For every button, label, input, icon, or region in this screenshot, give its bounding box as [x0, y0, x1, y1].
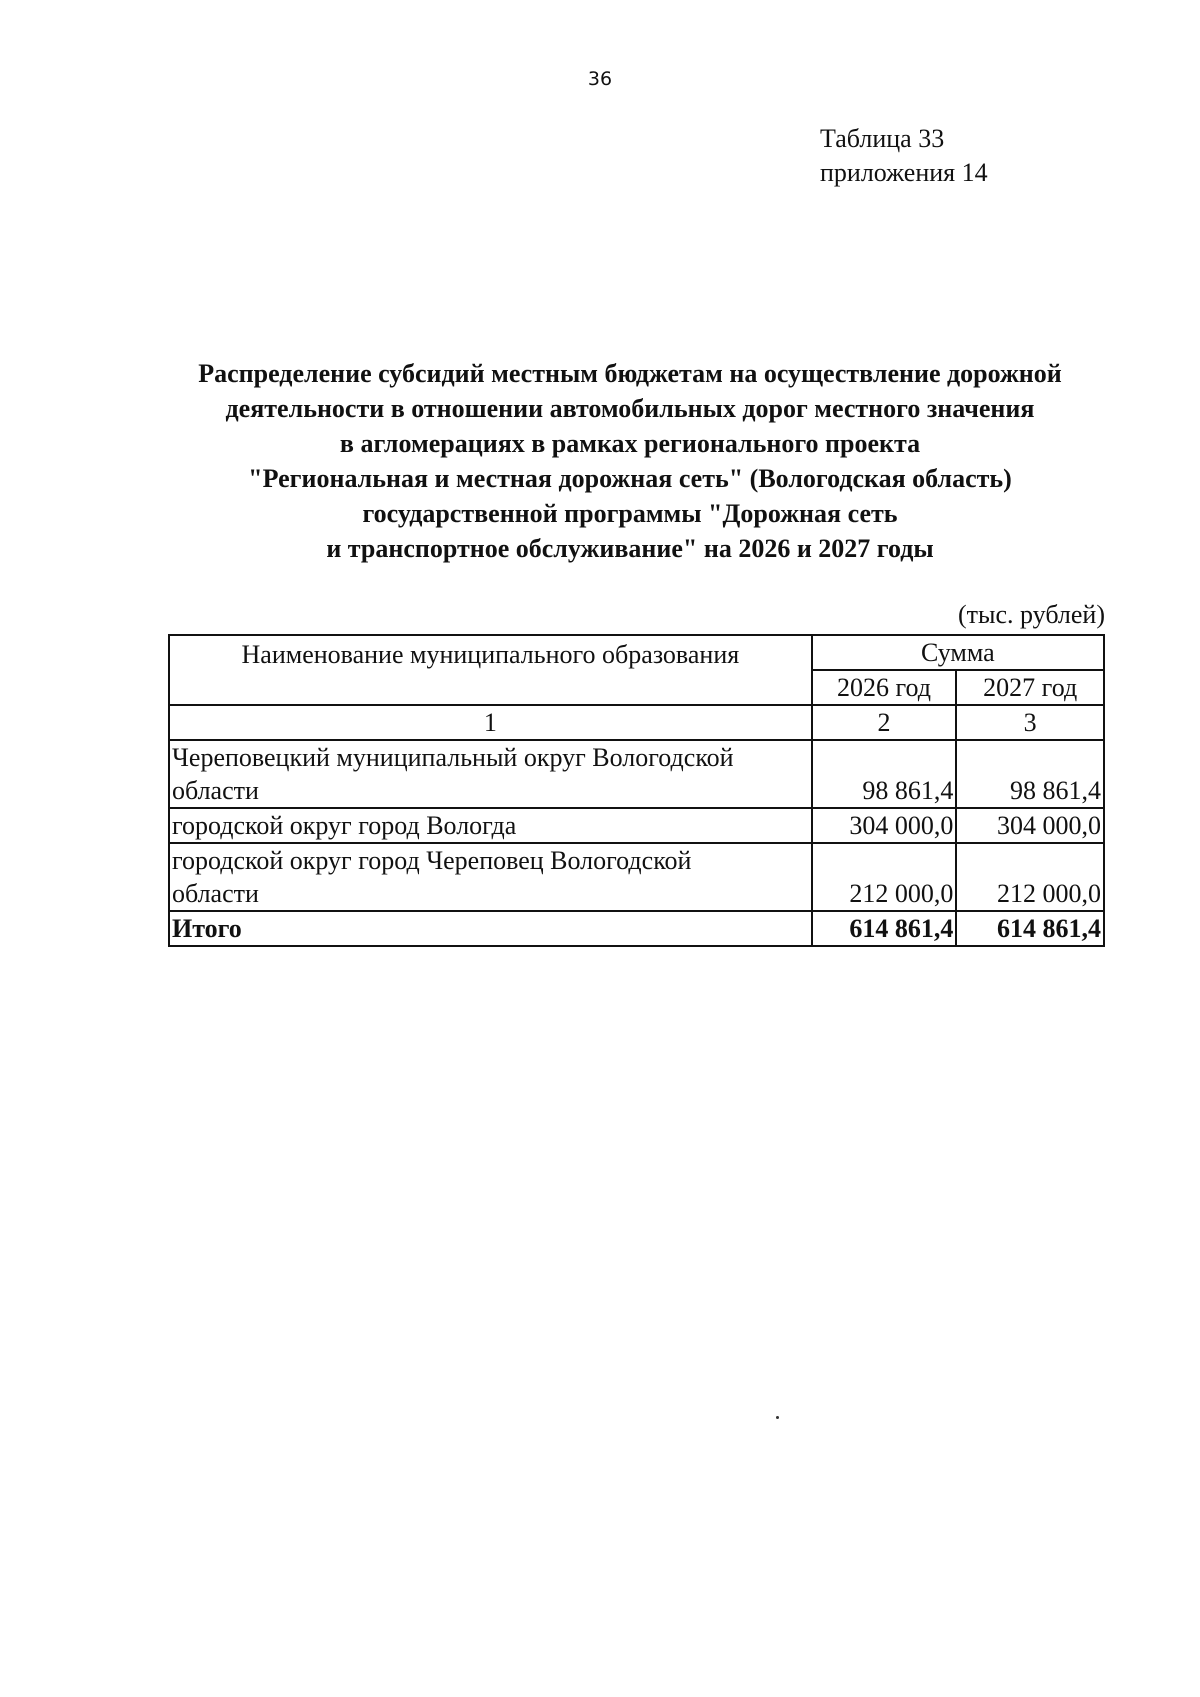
table-header-row	[169, 635, 1104, 670]
units-label: (тыс. рублей)	[957, 600, 1105, 629]
column-numbers-row	[169, 705, 1104, 740]
document-title	[100, 356, 1160, 566]
table-reference-line-1: Таблица 33	[820, 124, 945, 153]
row-name	[169, 740, 812, 808]
header-name: Наименование муниципального образования	[169, 635, 812, 705]
column-number-2: 2	[812, 705, 957, 740]
row-value-2026: 212 000,0	[812, 843, 957, 911]
title-line-5: государственной программы "Дорожная сеть	[362, 499, 898, 528]
header-year-2027: 2027 год	[956, 670, 1104, 705]
column-number-1: 1	[169, 705, 812, 740]
header-year-2026: 2026 год	[812, 670, 957, 705]
page-number: 36	[587, 68, 613, 90]
total-label: Итого	[169, 911, 812, 946]
header-sum: Сумма	[812, 635, 1104, 670]
table-row	[169, 740, 1104, 808]
row-name-line-1: городской округ город Череповец Вологодской	[172, 846, 692, 875]
table-row	[169, 808, 1104, 843]
title-line-4: "Региональная и местная дорожная сеть" (Вологодская область)	[248, 464, 1012, 493]
row-value-2027: 212 000,0	[956, 843, 1104, 911]
total-row	[169, 911, 1104, 946]
table-reference-line-2: приложения 14	[820, 158, 988, 187]
table-reference	[820, 122, 988, 190]
total-value-2027: 614 861,4	[956, 911, 1104, 946]
row-value-2026: 98 861,4	[812, 740, 957, 808]
table-row	[169, 843, 1104, 911]
subsidies-table	[168, 634, 1105, 947]
title-line-1: Распределение субсидий местным бюджетам на осуществление дорожной	[198, 359, 1062, 388]
row-value-2027: 304 000,0	[956, 808, 1104, 843]
row-name-line-1: Череповецкий муниципальный округ Вологодской	[172, 743, 734, 772]
row-name-line-2: области	[172, 879, 259, 908]
title-line-3: в агломерациях в рамках регионального проекта	[339, 429, 921, 458]
title-line-2: деятельности в отношении автомобильных дорог местного значения	[225, 394, 1035, 423]
row-name-line-2: области	[172, 776, 259, 805]
scan-speck	[776, 1416, 779, 1419]
row-value-2027: 98 861,4	[956, 740, 1104, 808]
row-name	[169, 843, 812, 911]
total-value-2026: 614 861,4	[812, 911, 957, 946]
row-name: городской округ город Вологда	[169, 808, 812, 843]
title-line-6: и транспортное обслуживание" на 2026 и 2027 годы	[326, 534, 934, 563]
column-number-3: 3	[956, 705, 1104, 740]
row-value-2026: 304 000,0	[812, 808, 957, 843]
